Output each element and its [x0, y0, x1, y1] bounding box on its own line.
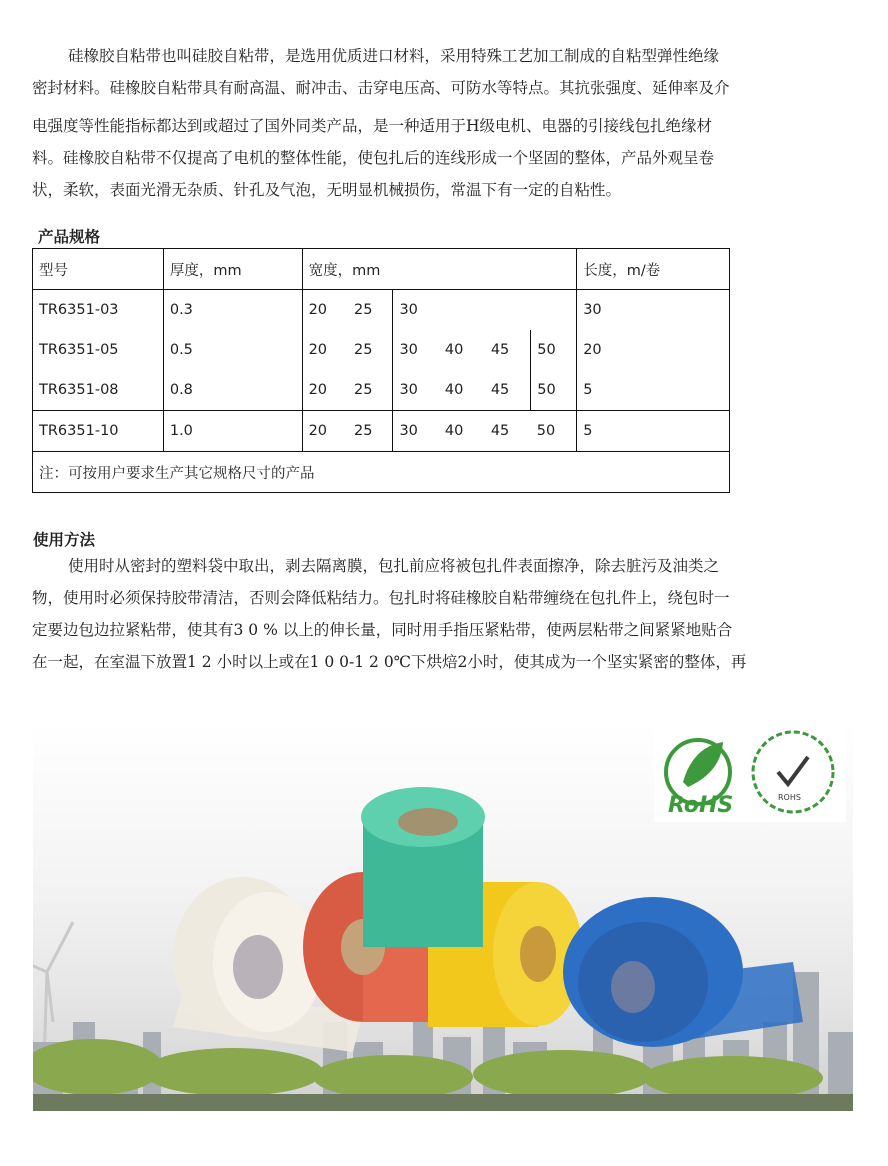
cell-width: 50: [531, 411, 577, 452]
cell-width: [439, 290, 485, 331]
cell-thickness: 0.8: [163, 370, 302, 411]
table-row: [33, 330, 730, 370]
cell-width: 40: [444, 342, 464, 358]
cell-width: 20: [302, 370, 348, 411]
cell-width: 50: [531, 370, 577, 411]
usage-line: 使用时从密封的塑料袋中取出，剥去隔离膜，包扎前应将被包扎件表面擦净，除去脏污及油类之: [68, 557, 720, 575]
cell-width: 25: [348, 290, 393, 331]
rohs-seal-text: ROHS: [778, 793, 801, 802]
cell-width: 30: [393, 370, 439, 411]
cell-length: 20: [577, 330, 730, 370]
product-photo: [33, 722, 853, 1111]
table-row: [33, 411, 730, 452]
rohs-logo-text: RoHS: [668, 793, 734, 818]
cell-model: TR6351-05: [33, 330, 164, 370]
cell-width: 20: [308, 342, 328, 358]
intro-line: 硅橡胶自粘带也叫硅胶自粘带，是选用优质进口材料，采用特殊工艺加工制成的自粘型弹性绝缘: [68, 47, 720, 65]
cell-width: 25: [348, 330, 393, 370]
cell-width: 30: [399, 302, 418, 318]
usage-heading: 使用方法: [33, 531, 96, 549]
cell-length: 5: [577, 370, 730, 411]
usage-line: 定要边包边拉紧粘带，使其有3 0 % 以上的伸长量，同时用手指压紧粘带，使两层粘带之间紧紧地贴合: [32, 621, 733, 639]
cell-model: TR6351-10: [33, 411, 164, 452]
header-model: 型号: [33, 249, 164, 290]
cell-width: 25: [348, 411, 393, 452]
header-length: 长度，m/卷: [577, 249, 730, 290]
intro-line: 电强度等性能指标都达到或超过了国外同类产品，是一种适用于H级电机、电器的引接线包扎绝缘材: [32, 117, 713, 135]
blue-tape-roll: [563, 897, 803, 1047]
cell-width: 20: [302, 411, 348, 452]
cell-width: 45: [490, 342, 510, 358]
usage-paragraph: [32, 550, 854, 678]
cell-width: 45: [485, 411, 531, 452]
cell-width: [531, 290, 577, 331]
usage-line: 物，使用时必须保持胶带清洁，否则会降低粘结力。包扎时将硅橡胶自粘带缠绕在包扎件上，绕包时一: [32, 589, 730, 607]
cell-thickness: 0.5: [163, 330, 302, 370]
cell-width: 40: [439, 411, 485, 452]
spec-table: [32, 248, 730, 493]
cell-model: TR6351-03: [33, 290, 164, 331]
cell-width: 30: [393, 411, 439, 452]
intro-line: 料。硅橡胶自粘带不仅提高了电机的整体性能，使包扎后的连线形成一个坚固的整体，产品外观呈卷: [32, 149, 715, 167]
green-tape-roll: [361, 787, 485, 947]
cell-thickness: 0.3: [163, 290, 302, 331]
table-note: 注：可按用户要求生产其它规格尺寸的产品: [33, 452, 730, 493]
header-width: 宽度，mm: [302, 249, 577, 290]
cell-thickness: 1.0: [163, 411, 302, 452]
cell-length: 5: [577, 411, 730, 452]
table-row: [33, 370, 730, 411]
intro-line: 密封材料。硅橡胶自粘带具有耐高温、耐冲击、击穿电压高、可防水等特点。其抗张强度、延伸率及介: [32, 79, 730, 97]
table-header-row: [33, 249, 730, 290]
cell-width: 30: [399, 342, 418, 358]
table-note-row: [33, 452, 730, 493]
table-row: [33, 290, 730, 331]
cell-width: 50: [531, 330, 577, 370]
cell-width: 40: [439, 370, 485, 411]
cell-model: TR6351-08: [33, 370, 164, 411]
spec-heading: 产品规格: [38, 228, 101, 246]
cell-width: 20: [308, 302, 328, 318]
cell-length: 30: [577, 290, 730, 331]
cell-width: [485, 290, 531, 331]
cell-width: 45: [485, 370, 531, 411]
intro-line: 状，柔软，表面光滑无杂质、针孔及气泡，无明显机械损伤，常温下有一定的自粘性。: [32, 181, 622, 199]
intro-paragraph: [32, 40, 854, 206]
cell-width: 25: [348, 370, 393, 411]
header-thickness: 厚度，mm: [163, 249, 302, 290]
usage-line: 在一起，在室温下放置1 2 小时以上或在1 0 0-1 2 0℃下烘焙2小时，使其成为一个坚实紧密的整体，再: [32, 653, 747, 671]
